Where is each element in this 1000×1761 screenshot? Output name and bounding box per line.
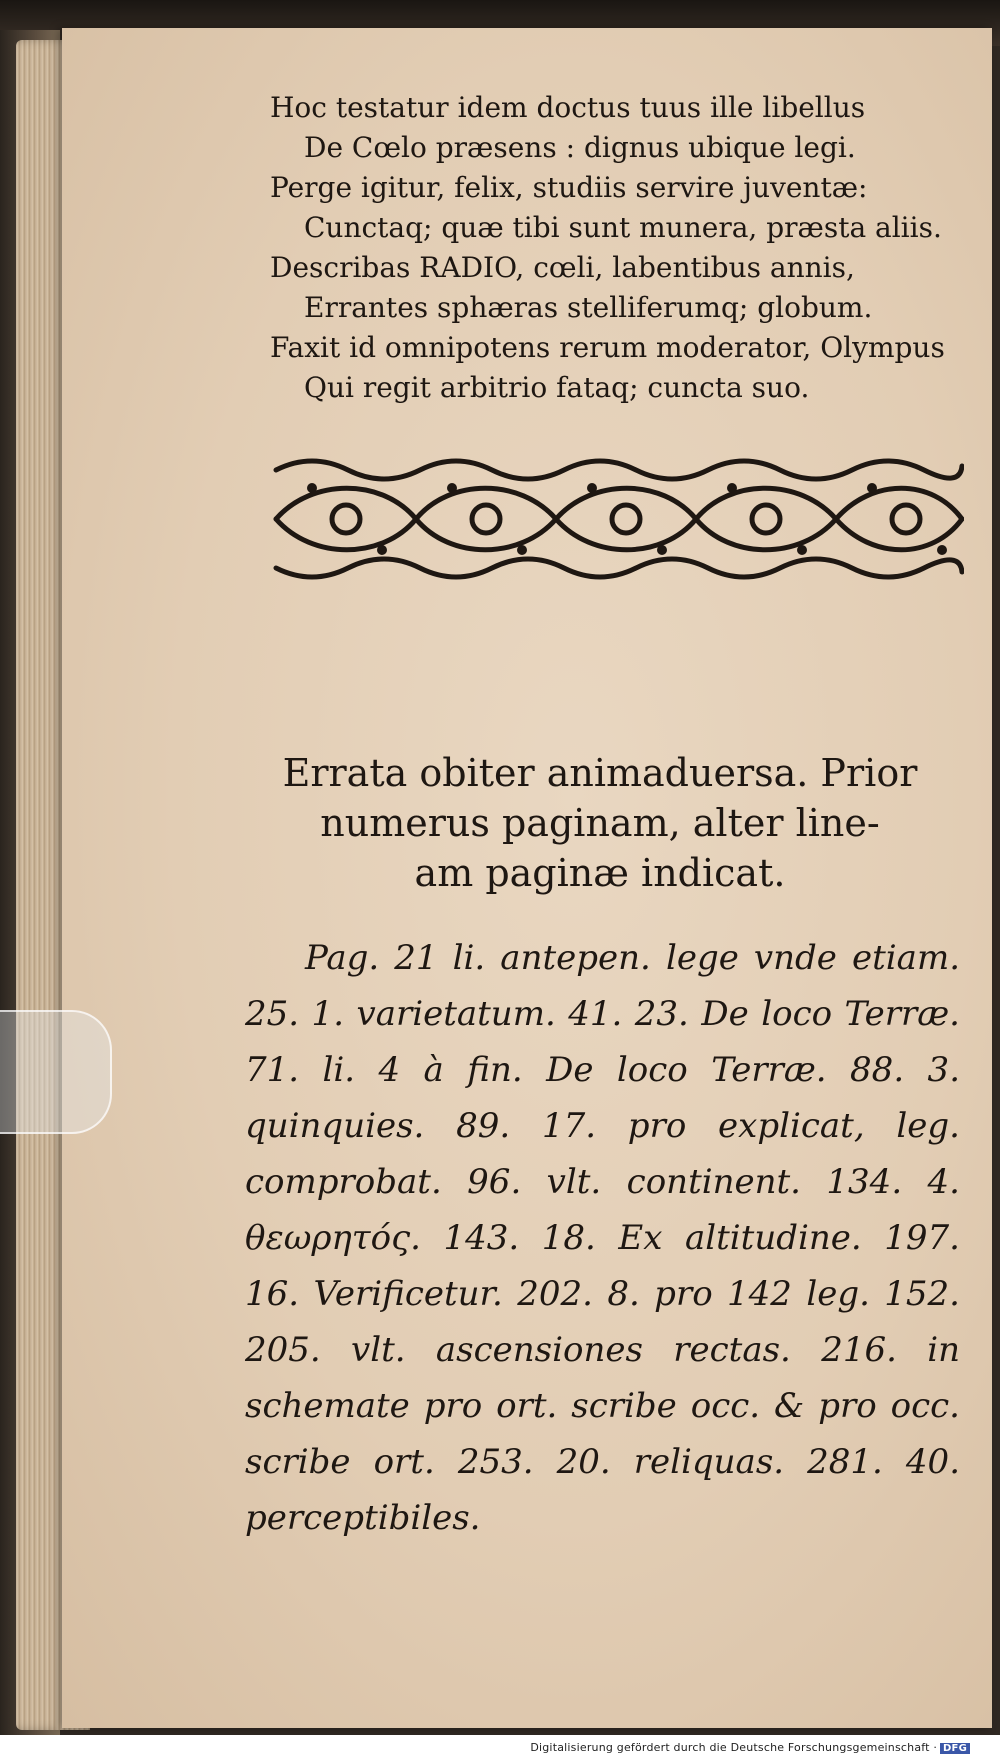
decorative-ornament-band [272,448,964,590]
dfg-logo-icon: DFG [940,1743,970,1754]
errata-list [245,930,960,1546]
heading-line: Errata obiter animaduersa. Prior [282,751,918,795]
digitization-credit [530,1741,970,1754]
poem-line: Hoc testatur idem doctus tuus ille libellus [270,91,866,124]
heading-line: am paginæ indicat. [414,851,786,895]
errata-text: Pag. 21 li. antepen. lege vnde etiam. 25. 1. varietatum. 41. 23. De loco Terræ. 71. li. 4 à fin. De loco Terræ. 88. 3. quinquies. 89. 17. pro explicat, leg. comprobat. 96. vlt. continent. 134. 4. θεωρητός. 143. 18. Ex altitudine. 197. 16. Verificetur. 202. 8. pro 142 leg. 152. 205. vlt. ascensiones rectas. 216. in schemate pro ort. scribe occ. & pro occ. scribe ort. 253. 20. reliquas. 281. 40. perceptibiles. [245,938,960,1538]
dedication-poem [270,88,990,408]
poem-line: Describas RADIO, cœli, labentibus annis, [270,251,855,284]
heading-line: numerus paginam, alter line- [320,801,880,845]
poem-line: Qui regit arbitrio fataq; cuncta suo. [304,371,810,404]
credit-text: Digitalisierung gefördert durch die Deutsche Forschungsgemeinschaft · [530,1741,938,1754]
errata-heading [250,748,950,898]
poem-line: Cunctaq; quæ tibi sunt munera, præsta aliis. [304,211,942,244]
poem-line: Errantes sphæras stelliferumq; globum. [304,291,873,324]
poem-line: Faxit id omnipotens rerum moderator, Olympus [270,331,945,364]
poem-line: De Cœlo præsens : dignus ubique legi. [304,131,856,164]
glass-clip [0,1010,112,1134]
poem-line: Perge igitur, felix, studiis servire juventæ: [270,171,868,204]
